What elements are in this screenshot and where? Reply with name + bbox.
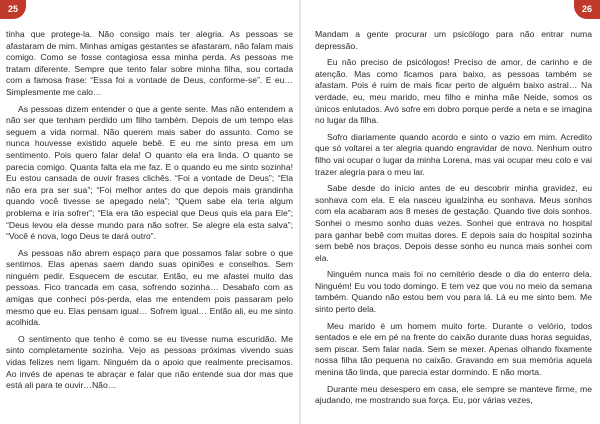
paragraph: Eu não preciso de psicólogos! Preciso de amor, de carinho e de atenção. Mas como ficamos para baixo, as pessoas também se afastam. Pois é ruim de mais ficar perto de alguém baixo astral… Na verdade, eu, meu marido, meu filho e minha mãe Neide, somos os únicos enlutados. Avó sofre em dobro porque perde a neta e se imagina no lugar da filha. <box>315 57 592 126</box>
page-number-left: 25 <box>0 0 26 19</box>
paragraph: Sabe desde do início antes de eu descobrir minha gravidez, eu sonhava com ela. E ela nasceu igualzinha eu sonhava. Meus sonhos com ela acabaram aos 8 meses de gestação. Quando tive dois sonhos. Sonhei o mesmo sonho duas vezes. Sonhei que entrava no hospital para ganhar bebê com muitas dores. E depois saia do hospital sozinha sem bebê nos braços. Depois desse sonho eu nunca mais sonhei com ela. <box>315 183 592 263</box>
paragraph: O sentimento que tenho é como se eu tivesse numa escuridão. Me sinto completamente sozinha. Vejo as pessoas próximas vivendo suas vidas felizes nem ligam. Ninguém da o apoio que realmente precisamos. Ao invés de apenas te abraçar e falar que não entende sua dor mas que está ali para te ouvir…Não… <box>6 333 293 391</box>
page-number-right: 26 <box>574 0 600 19</box>
paragraph: Ninguém nunca mais foi no cemitério desde o dia do enterro dela. Ninguém! Eu vou todo domingo. E tem vez que vou no meio da semana também. Quando não estou bem vou para lá. Lá eu me sinto bem. Me sinto perto dela. <box>315 269 592 315</box>
left-page <box>0 0 299 424</box>
paragraph: Durante meu desespero em casa, ele sempre se manteve firme, me ajudando, me mostrando sua força. Eu, por várias vezes, <box>315 383 592 406</box>
paragraph: As pessoas dizem entender o que a gente sente. Mas não entendem a não ser que tenham perdido um filho também. Depois de um tempo elas seguem a vida normal. Não querem mais saber do assunto. Como se nunca houvesse existido aquele bebê. E eu me sinto presa em um sentimento. Pois quero falar dela! O quanto ela era linda. O quanto se parecia comigo. Quanta falta ela me faz. E o quando eu me sinto sozinha! Eu estou cansada de ouvir frases clichês. “Foi a vontade de Deus”; “Ela não era pra ser sua”; “Foi melhor antes do que depois mais grandinha quando você tivesse se apegado nela”; “Quem sabe ela teria algum problema e iria sofrer”; “Ela era tão especial que Deus quis ela para Ele”; “Deus levou ela desse mundo para não sofrer. Se alegre ela esta salva”; “Você é nova, logo Deus te dará outro”. <box>6 103 293 242</box>
paragraph: As pessoas não abrem espaço para que possamos falar sobre o que sentimos. Elas apenas saem dando suas opiniões e conselhos. Sem ninguém pedir. Esquecem de escutar. Então, eu me afastei muito das pessoas. Fico trancada em casa, sofrendo sozinha… Desabafo com as amigas que conheci pós-perda, elas me entendem pois passaram pelo mesmo que eu. Elas pensam igual… Sofrem igual… Então ali, eu me sinto acolhida. <box>6 247 293 328</box>
paragraph: Mandam a gente procurar um psicólogo para não entrar numa depressão. <box>315 29 592 51</box>
left-page-body <box>6 29 293 397</box>
right-page <box>301 0 600 424</box>
paragraph: Meu marido é um homem muito forte. Durante o velório, todos sentados e ele em pé na frente do caixão durante duas horas seguidas, sem piscar. Sem falar nada. Sem se mexer. Apenas olhando fixamente nossa filha tão pequena no caixão. Gravando em sua memória aquela menina tão linda, que parecia estar dormindo. E não morta. <box>315 320 592 378</box>
right-page-body <box>315 29 592 412</box>
paragraph: tinha que protege-la. Não consigo mais ter alegria. As pessoas se afastaram de mim. Minhas amigas gestantes se afastaram, não falam mais comigo. Como se fosse contagiosa essa minha perda. As pessoas me tratam diferente. Sempre que tento falar sobre minha filha, sou cortada com a famosa frase: “Essa foi a vontade de Deus, conforme-se”. E eu… Simplesmente me calo… <box>6 29 293 97</box>
paragraph: Sofro diariamente quando acordo e sinto o vazio em mim. Acredito que só voltarei a ter alegria quando engravidar de novo. Nenhum outro filho vai ocupar o lugar da minha Lorena, mas vai ocupar meu colo e vai trazer alegria para o meu lar. <box>315 131 592 177</box>
